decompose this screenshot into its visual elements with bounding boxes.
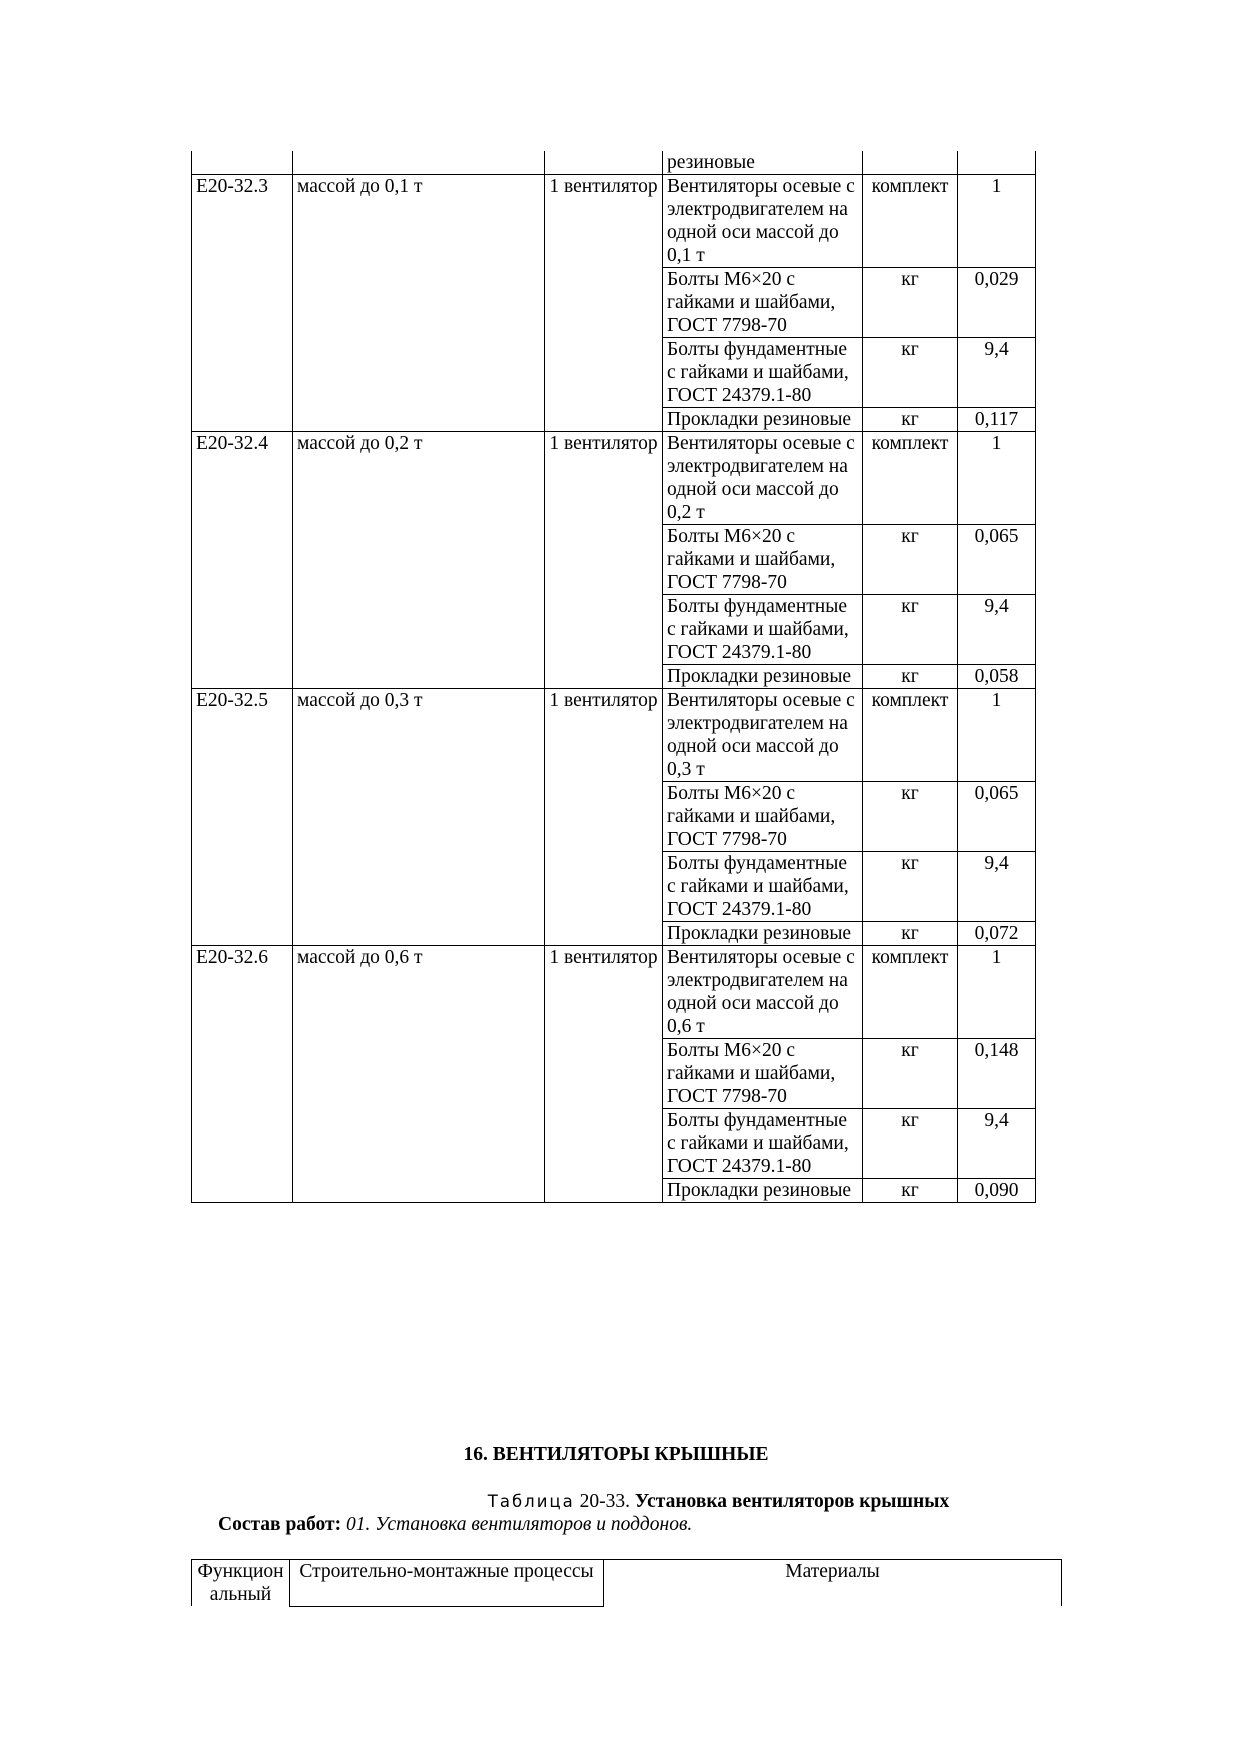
code-cell	[192, 408, 293, 432]
unit-cell: кг	[863, 665, 958, 689]
table-row	[192, 1109, 1036, 1179]
material-cell: Вентиляторы осевые с электродвигателем на одной оси массой до 0,6 т	[663, 946, 863, 1039]
unit-cell: кг	[863, 852, 958, 922]
material-cell: Прокладки резиновые	[663, 665, 863, 689]
name-cell	[293, 1039, 545, 1109]
name-cell	[293, 922, 545, 946]
material-cell: Болты фундаментные с гайками и шайбами, ГОСТ 24379.1-80	[663, 595, 863, 665]
measure-cell	[545, 338, 663, 408]
table-row	[192, 689, 1036, 782]
name-cell	[293, 268, 545, 338]
name-cell	[293, 1109, 545, 1179]
code-cell: Е20-32.4	[192, 432, 293, 525]
header-processes: Строительно-монтажные процессы	[290, 1560, 604, 1607]
header-materials: Материалы	[604, 1560, 1062, 1607]
unit-cell: кг	[863, 1179, 958, 1203]
quantity-cell: 0,029	[958, 268, 1036, 338]
table-row	[192, 338, 1036, 408]
table-header-row	[192, 1560, 1062, 1607]
table-row	[192, 1039, 1036, 1109]
code-cell	[192, 151, 293, 175]
unit-cell: кг	[863, 268, 958, 338]
work-text: Установка вентиляторов и поддонов.	[375, 1514, 693, 1535]
material-cell: Вентиляторы осевые с электродвигателем на одной оси массой до 0,2 т	[663, 432, 863, 525]
measure-cell: 1 вентилятор	[545, 432, 663, 525]
table-row	[192, 946, 1036, 1039]
table-caption	[191, 1491, 1221, 1513]
code-cell	[192, 338, 293, 408]
code-cell	[192, 922, 293, 946]
code-cell: Е20-32.3	[192, 175, 293, 268]
unit-cell: кг	[863, 1039, 958, 1109]
work-number: 01.	[346, 1514, 371, 1535]
measure-cell	[545, 782, 663, 852]
measure-cell	[545, 852, 663, 922]
measure-cell	[545, 922, 663, 946]
name-cell	[293, 595, 545, 665]
code-cell	[192, 1179, 293, 1203]
material-cell: Болты фундаментные с гайками и шайбами, ГОСТ 24379.1-80	[663, 1109, 863, 1179]
name-cell: массой до 0,6 т	[293, 946, 545, 1039]
quantity-cell: 0,072	[958, 922, 1036, 946]
table-row	[192, 665, 1036, 689]
section-heading: 16. ВЕНТИЛЯТОРЫ КРЫШНЫЕ	[463, 1444, 769, 1465]
resource-table	[191, 151, 1036, 1203]
unit-cell: комплект	[863, 946, 958, 1039]
code-cell	[192, 1039, 293, 1109]
unit-cell: кг	[863, 408, 958, 432]
table-row	[192, 151, 1036, 175]
material-cell: Прокладки резиновые	[663, 1179, 863, 1203]
quantity-cell: 1	[958, 946, 1036, 1039]
unit-cell: комплект	[863, 432, 958, 525]
measure-cell	[545, 595, 663, 665]
material-cell: Болты фундаментные с гайками и шайбами, ГОСТ 24379.1-80	[663, 338, 863, 408]
name-cell	[293, 665, 545, 689]
quantity-cell: 0,065	[958, 782, 1036, 852]
table-row	[192, 595, 1036, 665]
measure-cell: 1 вентилятор	[545, 946, 663, 1039]
name-cell	[293, 151, 545, 175]
caption-title: Установка вентиляторов крышных	[634, 1491, 950, 1512]
table-row	[192, 432, 1036, 525]
work-label: Состав работ:	[218, 1514, 342, 1535]
measure-cell: 1 вентилятор	[545, 689, 663, 782]
table-row	[192, 268, 1036, 338]
unit-cell: кг	[863, 1109, 958, 1179]
table-row	[192, 782, 1036, 852]
code-cell	[192, 665, 293, 689]
table-row	[192, 525, 1036, 595]
quantity-cell: 1	[958, 432, 1036, 525]
unit-cell: кг	[863, 338, 958, 408]
material-cell: Болты фундаментные с гайками и шайбами, ГОСТ 24379.1-80	[663, 852, 863, 922]
measure-cell	[545, 525, 663, 595]
work-composition	[218, 1514, 692, 1536]
code-cell	[192, 268, 293, 338]
measure-cell	[545, 408, 663, 432]
material-cell: Вентиляторы осевые с электродвигателем на одной оси массой до 0,3 т	[663, 689, 863, 782]
material-cell: Болты М6×20 с гайками и шайбами, ГОСТ 7798-70	[663, 268, 863, 338]
table-row	[192, 1179, 1036, 1203]
quantity-cell: 9,4	[958, 852, 1036, 922]
measure-cell	[545, 1179, 663, 1203]
material-cell: Болты М6×20 с гайками и шайбами, ГОСТ 7798-70	[663, 1039, 863, 1109]
table-row	[192, 175, 1036, 268]
material-cell: резиновые	[663, 151, 863, 175]
name-cell: массой до 0,3 т	[293, 689, 545, 782]
material-cell: Вентиляторы осевые с электродвигателем на одной оси массой до 0,1 т	[663, 175, 863, 268]
measure-cell	[545, 1109, 663, 1179]
table-row	[192, 852, 1036, 922]
code-cell	[192, 852, 293, 922]
name-cell	[293, 338, 545, 408]
quantity-cell: 1	[958, 689, 1036, 782]
quantity-cell: 0,058	[958, 665, 1036, 689]
code-cell	[192, 782, 293, 852]
code-cell: Е20-32.5	[192, 689, 293, 782]
quantity-cell: 0,065	[958, 525, 1036, 595]
caption-number: 20-33.	[579, 1491, 631, 1512]
name-cell: массой до 0,1 т	[293, 175, 545, 268]
code-cell	[192, 595, 293, 665]
header-functional: Функцион альный	[192, 1560, 290, 1607]
material-cell: Прокладки резиновые	[663, 922, 863, 946]
quantity-cell: 1	[958, 175, 1036, 268]
name-cell	[293, 782, 545, 852]
table-row	[192, 408, 1036, 432]
unit-cell: комплект	[863, 175, 958, 268]
code-cell	[192, 1109, 293, 1179]
name-cell	[293, 852, 545, 922]
unit-cell: кг	[863, 782, 958, 852]
unit-cell: кг	[863, 922, 958, 946]
name-cell	[293, 1179, 545, 1203]
quantity-cell: 9,4	[958, 1109, 1036, 1179]
unit-cell: кг	[863, 595, 958, 665]
table-row	[192, 922, 1036, 946]
quantity-cell	[958, 151, 1036, 175]
quantity-cell: 0,148	[958, 1039, 1036, 1109]
material-cell: Прокладки резиновые	[663, 408, 863, 432]
caption-label: Таблица	[487, 1492, 575, 1511]
quantity-cell: 9,4	[958, 338, 1036, 408]
quantity-cell: 0,117	[958, 408, 1036, 432]
measure-cell	[545, 1039, 663, 1109]
material-cell: Болты М6×20 с гайками и шайбами, ГОСТ 7798-70	[663, 525, 863, 595]
unit-cell: комплект	[863, 689, 958, 782]
table-20-33-header	[191, 1559, 1062, 1607]
unit-cell: кг	[863, 525, 958, 595]
code-cell: Е20-32.6	[192, 946, 293, 1039]
unit-cell	[863, 151, 958, 175]
measure-cell: 1 вентилятор	[545, 175, 663, 268]
measure-cell	[545, 151, 663, 175]
quantity-cell: 0,090	[958, 1179, 1036, 1203]
name-cell	[293, 408, 545, 432]
code-cell	[192, 525, 293, 595]
quantity-cell: 9,4	[958, 595, 1036, 665]
name-cell	[293, 525, 545, 595]
material-cell: Болты М6×20 с гайками и шайбами, ГОСТ 7798-70	[663, 782, 863, 852]
measure-cell	[545, 665, 663, 689]
name-cell: массой до 0,2 т	[293, 432, 545, 525]
measure-cell	[545, 268, 663, 338]
